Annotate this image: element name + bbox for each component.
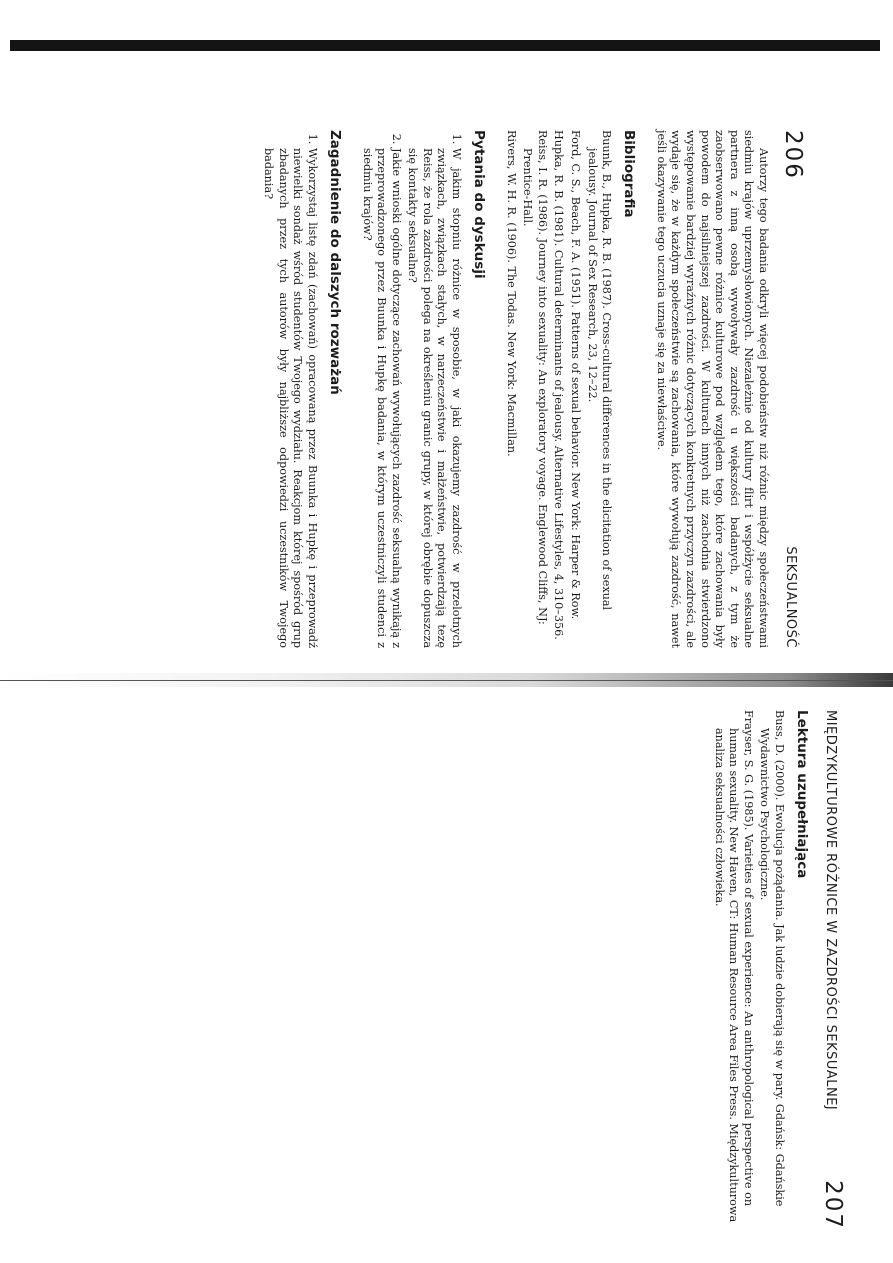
bibliography-entry: Rivers, W. H. R. (1906). The Todas. New York: Macmillan. <box>504 130 518 457</box>
question-item: 1. W jakim stopniu różnice w sposobie, w jaki okazujemy zazdrość w przelotnych związkach, związkach stałych, w narzeczeństwie i małżeństwie, potwierdzają tezę Reiss, że rola zazdrości polega na określeniu granic grupy, w której obrębie dopuszcza się kontakty seksualne? <box>405 148 463 648</box>
running-head: SEKSUALNOŚĆ <box>783 546 798 648</box>
reading-entry: Buss, D. (2000). Ewolucja pożądania. Jak ludzie dobierają się w pary. Gdańsk: Gdańskie Wydawnictwo Psychologiczne. <box>758 710 786 1207</box>
bibliography-entry: Reiss, I. R. (1986). Journey into sexuality: An exploratory voyage. Englewood Cliffs, NJ: Prentice-Hall. <box>521 130 549 625</box>
bibliography-heading: Bibliografia <box>621 130 638 218</box>
bibliography-entry: Buunk, B., Hupka, R. B. (1987). Cross-cultural differences in the elicitation of sexual jealousy. Journal of Sex Research, 23, 12–22. <box>585 130 614 611</box>
bibliography-entry: Ford, C. S., Beach, F. A. (1951). Patterns of sexual behavior. New York: Harper & Row. <box>569 130 583 620</box>
further-heading: Zagadnienie do dalszych rozważań <box>326 130 343 395</box>
further-item: 1. Wykorzystaj listę zdań (zachowań) opracowaną przez Buunka i Hupkę i przeprowadź niewielki sondaż wśród studentów Twojego wydziału. Reakcjom której spośród grup zbadanych przez tych autorów były najbliższe odpowiedzi uczestników Twojego badania? <box>261 148 319 648</box>
question-item: 2. Jakie wnioski ogólne dotyczące zachowań wywołujących zazdrość seksualną wynikają z przeprowadzonego przez Buunka i Hupkę badania, w którym uczestniczyli studenci z siedmiu krajów? <box>359 148 403 648</box>
page-206 <box>110 130 810 648</box>
page-header <box>772 130 810 648</box>
page-number: 207 <box>820 1180 846 1230</box>
page-number: 206 <box>780 130 806 180</box>
scan-top-border <box>10 40 880 51</box>
page-header <box>812 710 850 1230</box>
page-fold-line <box>0 680 893 681</box>
bibliography-list <box>503 130 613 648</box>
reading-list <box>711 710 786 1230</box>
bibliography-entry: Hupka, R. B. (1981). Cultural determinants of jealousy. Alternative Lifestyles, 4, 310–356. <box>552 130 566 640</box>
further-list <box>261 130 319 648</box>
questions-heading: Pytania do dyskusji <box>471 130 488 279</box>
reading-heading: Lektura uzupełniająca <box>794 710 810 879</box>
questions-list <box>359 130 463 648</box>
reading-entry: Frayser, S. G. (1985). Varieties of sexual experience: An anthropological perspective on human sexuality. New Haven, CT: Human Resource Area Files Press. Międzykulturowa analiza seksualności człowieka. <box>712 710 755 1223</box>
intro-paragraph: Autorzy tego badania odkryli więcej podobieństw niż różnic między społeczeństwami siedmiu krajów uprzemysłowionych. Niezależnie od kultury flirt i współżycie seksualne partnera z inną osobą wywoływały zazdrość u większości badanych, z tym że zaobserwowano pewne różnice kulturowe pod względem tego, które zachowania były powodem do najsilniejszej zazdrości. W kulturach innych niż zachodnia stwierdzono występowanie bardziej wyraźnych różnic dotyczących konkretnych przyczyn zazdrości, ale wydaje się, że w każdym społeczeństwie są zachowania, które wywołują zazdrość, nawet jeśli okazywanie tego uczucia uznaje się za niewłaściwe. <box>654 130 770 648</box>
page-207 <box>90 710 850 1230</box>
running-head: MIĘDZYKULTUROWE RÓŻNICE W ZAZDROŚCI SEKSUALNEJ <box>823 710 838 1111</box>
